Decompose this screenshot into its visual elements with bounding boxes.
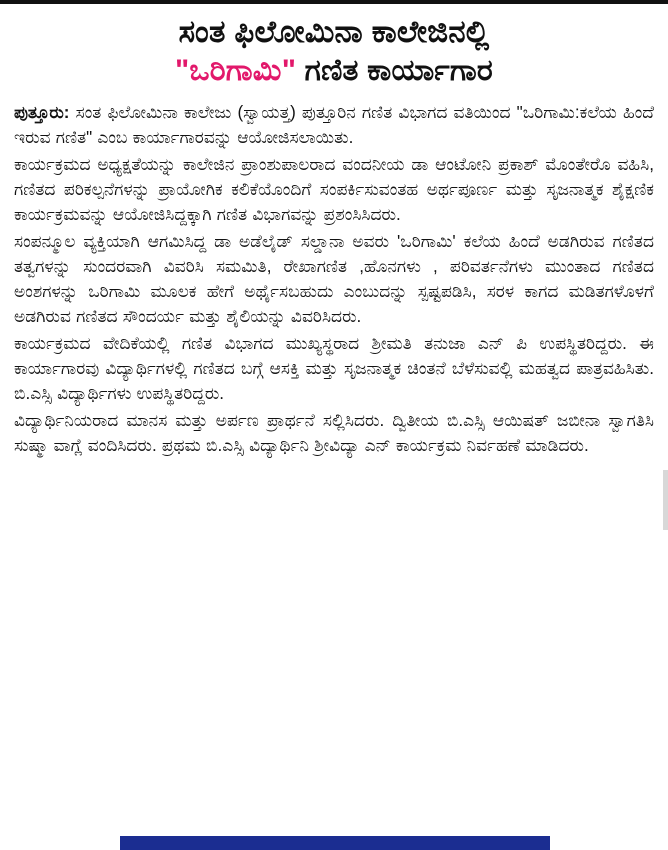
top-rule-divider [0, 0, 668, 4]
page-edge-mark [663, 470, 668, 530]
paragraph-2: ಕಾರ್ಯಕ್ರಮದ ಅಧ್ಯಕ್ಷತೆಯನ್ನು ಕಾಲೇಜಿನ ಪ್ರಾಂಶುಪಾಲರಾದ ವಂದನೀಯ ಡಾ ಆಂಟೋನಿ ಪ್ರಕಾಶ್ ಮೊಂತೇರೊ ವಹಿಸಿ, ಗಣಿತದ ಪರಿಕಲ್ಪನೆಗಳನ್ನು ಪ್ರಾಯೋಗಿಕ ಕಲಿಕೆಯೊಂದಿಗೆ ಸಂಪರ್ಕಿಸುವಂತಹ ಅರ್ಥಪೂರ್ಣ ಮತ್ತು ಸೃಜನಾತ್ಮಕ ಶೈಕ್ಷಣಿಕ ಕಾರ್ಯಕ್ರಮವನ್ನು ಆಯೋಜಿಸಿದ್ದಕ್ಕಾಗಿ ಗಣಿತ ವಿಭಾಗವನ್ನು ಪ್ರಶಂಸಿಸಿದರು. [14, 154, 654, 225]
paragraph-3: ಸಂಪನ್ಮೂಲ ವ್ಯಕ್ತಿಯಾಗಿ ಆಗಮಿಸಿದ್ದ ಡಾ ಅಡೆಲೈಡ್ ಸಲ್ಡಾನಾ ಅವರು 'ಒರಿಗಾಮಿ' ಕಲೆಯ ಹಿಂದೆ ಅಡಗಿರುವ ಗಣಿತದ ತತ್ವಗಳನ್ನು ಸುಂದರವಾಗಿ ವಿವರಿಸಿ ಸಮಮಿತಿ, ರೇಖಾಗಣಿತ ,ಹೊನಗಳು , ಪರಿವರ್ತನೆಗಳು ಮುಂತಾದ ಗಣಿತದ ಅಂಶಗಳನ್ನು ಒರಿಗಾಮಿ ಮೂಲಕ ಹೇಗೆ ಅರ್ಥೈಸಬಹುದು ಎಂಬುದನ್ನು ಸ್ಪಷ್ಟಪಡಿಸಿ, ಸರಳ ಕಾಗದ ಮಡಿತಗಳೊಳಗೆ ಅಡಗಿರುವ ಗಣಿತದ ಸೌಂದರ್ಯ ಮತ್ತು ಶೈಲಿಯನ್ನು ವಿವರಿಸಿದರು. [14, 231, 654, 327]
headline-line-2 [14, 52, 654, 90]
footer-color-bar [120, 836, 550, 850]
paragraph-5: ವಿದ್ಯಾರ್ಥಿನಿಯರಾದ ಮಾನಸ ಮತ್ತು ಅರ್ಪಣ ಪ್ರಾರ್ಥನೆ ಸಲ್ಲಿಸಿದರು. ದ್ವಿತೀಯ ಬಿ.ಎಸ್ಸಿ ಆಯಿಷತ್ ಜಬೀನಾ ಸ್ವಾಗತಿಸಿ ಸುಷ್ಮಾ ವಾಗ್ಲೆ ವಂದಿಸಿದರು. ಪ್ರಥಮ ಬಿ.ಎಸ್ಸಿ ವಿದ್ಯಾರ್ಥಿನಿ ಶ್ರೀವಿದ್ಯಾ ಎನ್ ಕಾರ್ಯಕ್ರಮ ನಿರ್ವಹಣೆ ಮಾಡಿದರು. [14, 410, 654, 455]
headline-line-1: ಸಂತ ಫಿಲೋಮಿನಾ ಕಾಲೇಜಿನಲ್ಲಿ [178, 14, 490, 49]
paragraph-4: ಕಾರ್ಯಕ್ರಮದ ವೇದಿಕೆಯಲ್ಲಿ ಗಣಿತ ವಿಭಾಗದ ಮುಖ್ಯಸ್ಥರಾದ ಶ್ರೀಮತಿ ತನುಜಾ ಎನ್ ಪಿ ಉಪಸ್ಥಿತರಿದ್ದರು. ಈ ಕಾರ್ಯಾಗಾರವು ವಿದ್ಯಾರ್ಥಿಗಳಲ್ಲಿ ಗಣಿತದ ಬಗ್ಗೆ ಆಸಕ್ತಿ ಮತ್ತು ಸೃಜನಾತ್ಮಕ ಚಿಂತನೆ ಬೆಳೆಸುವಲ್ಲಿ ಮಹತ್ವದ ಪಾತ್ರವಹಿಸಿತು. ಬಿ.ಎಸ್ಸಿ ವಿದ್ಯಾರ್ಥಿಗಳು ಉಪಸ್ಥಿತರಿದ್ದರು. [14, 333, 654, 404]
paragraph-1 [14, 100, 654, 151]
page-title [14, 0, 654, 90]
dateline: ಪುತ್ತೂರು: [14, 103, 70, 123]
paragraph-1-text: ಸಂತ ಫಿಲೋಮಿನಾ ಕಾಲೇಜು (ಸ್ವಾಯತ್ತ) ಪುತ್ತೂರಿನ ಗಣಿತ ವಿಭಾಗದ ವತಿಯಿಂದ "ಒರಿಗಾಮಿ:ಕಲೆಯ ಹಿಂದೆ ಇರುವ ಗಣಿತ" ಎಂಬ ಕಾರ್ಯಾಗಾರವನ್ನು ಆಯೋಜಿಸಲಾಯಿತು. [14, 103, 654, 148]
headline-line-2-rest: ಗಣಿತ ಕಾರ್ಯಾಗಾರ [296, 53, 494, 87]
article-body [14, 90, 654, 458]
headline-quoted-term: "ಒರಿಗಾಮಿ" [174, 53, 297, 87]
